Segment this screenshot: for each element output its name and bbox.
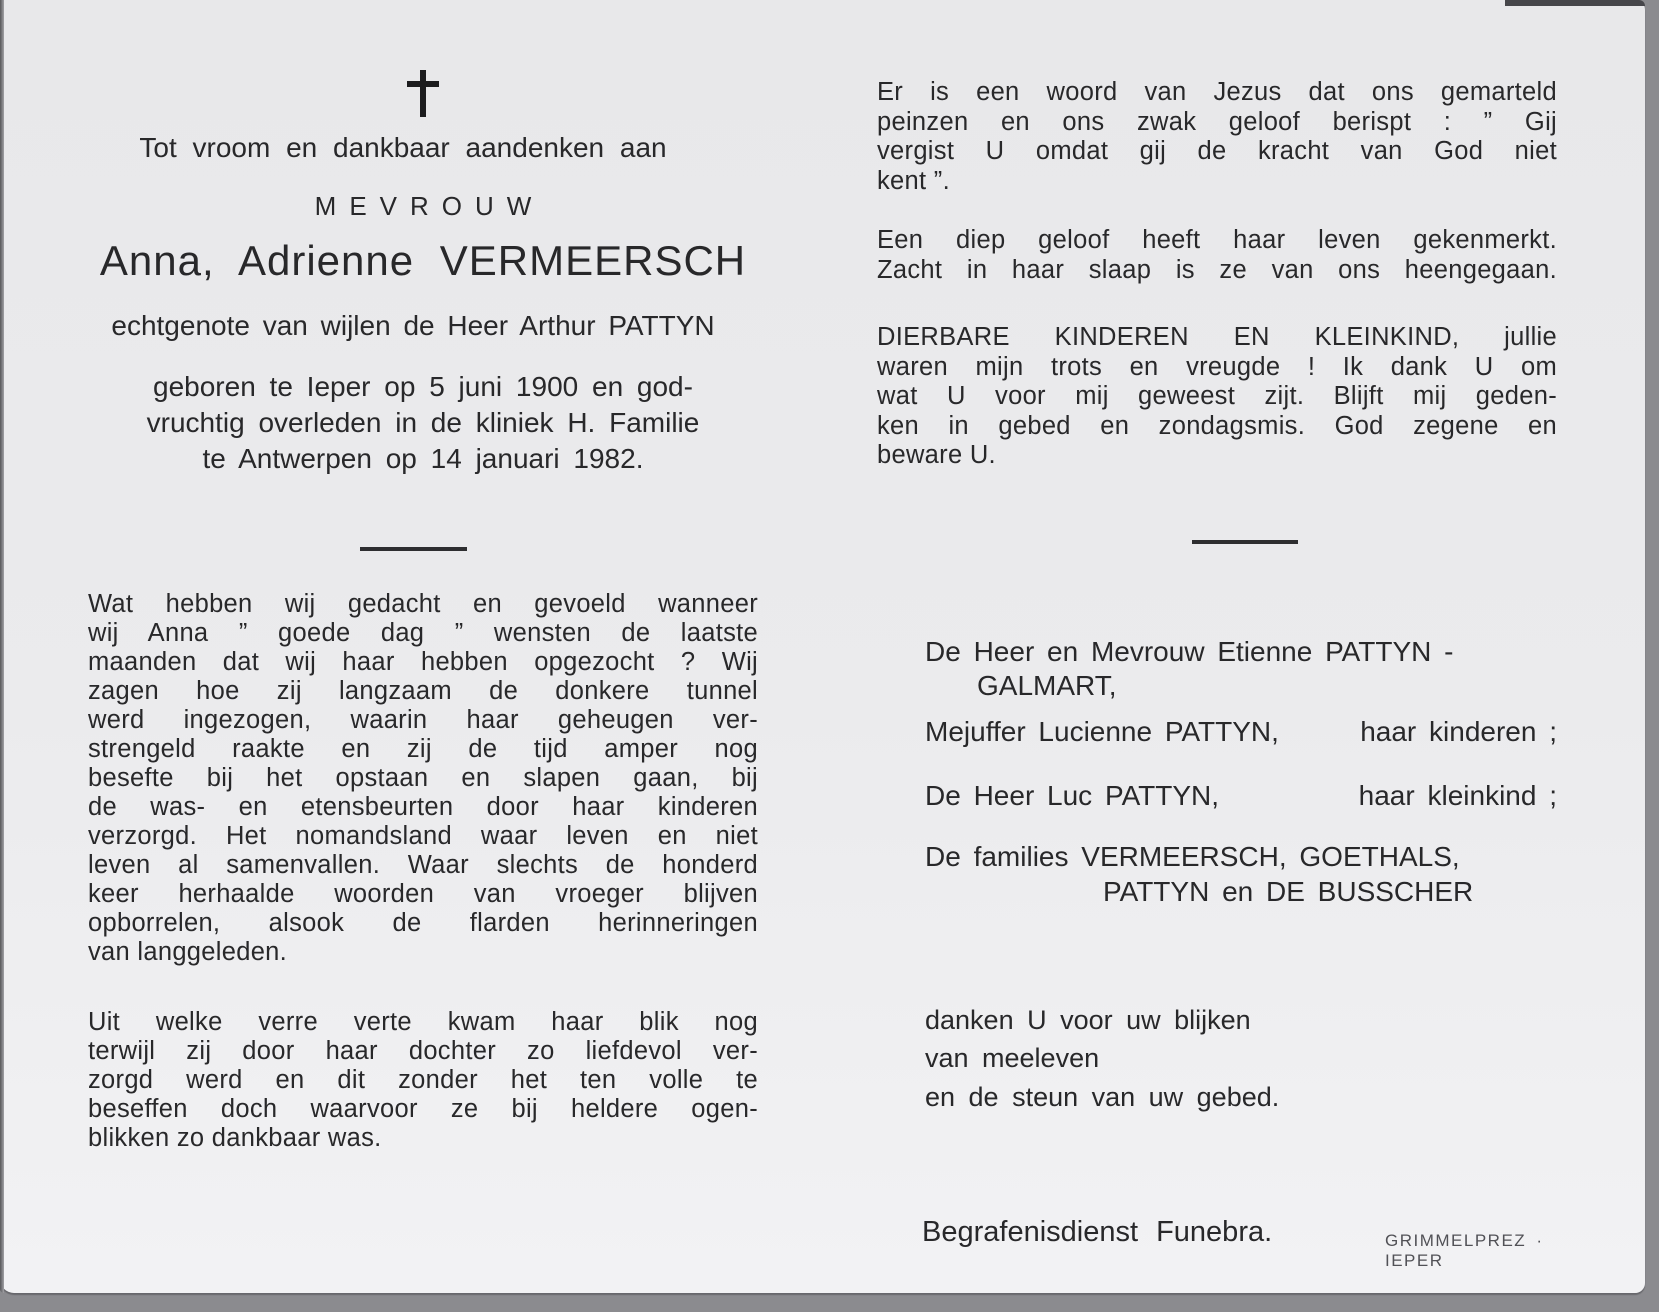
memorial-paragraph-2: [88, 1008, 758, 1153]
text-line: zorgd werd en dit zonder het ten volle te: [88, 1066, 758, 1094]
text-line: besefte bij het opstaan en slapen gaan, bij: [88, 764, 758, 792]
cross-horizontal-bar: [407, 81, 439, 87]
text-line: Er is een woord van Jezus dat ons gemarteld: [877, 78, 1557, 106]
intro-line: Tot vroom en dankbaar aandenken aan: [139, 132, 667, 163]
text-line: maanden dat wij haar hebben opgezocht ? Wij: [88, 648, 758, 676]
text-line: Zacht in haar slaap is ze van ons heengegaan.: [877, 255, 1557, 284]
text-line: wij Anna ” goede dag ” wensten de laatste: [88, 619, 758, 647]
text-line: de was- en etensbeurten door haar kinderen: [88, 793, 758, 821]
divider-rule: [360, 547, 467, 551]
text-line: werd ingezogen, waarin haar geheugen ver-: [88, 706, 758, 734]
family-member-line: De Heer en Mevrouw Etienne PATTYN -: [925, 636, 1454, 667]
born-died-block: [88, 369, 758, 477]
thanks-line: van meeleven: [925, 1043, 1100, 1073]
text-line: DIERBARE KINDEREN EN KLEINKIND, jullie: [877, 323, 1557, 351]
text-line: terwijl zij door haar dochter zo liefdevol ver-: [88, 1037, 758, 1065]
text-line: keer herhaalde woorden van vroeger blijven: [88, 880, 758, 908]
memorial-paragraph-1: [88, 590, 758, 967]
printer-credit: GRIMMELPREZ · IEPER: [1385, 1231, 1544, 1270]
text-line: vergist U omdat gij de kracht van God niet: [877, 137, 1557, 165]
scripture-paragraph: [877, 78, 1557, 196]
text-line: beseffen doch waarvoor ze bij heldere ogen-: [88, 1095, 758, 1123]
divider-rule: [1192, 540, 1298, 544]
funeral-service-credit: Begrafenisdienst Funebra.: [922, 1216, 1273, 1248]
text-line: peinzen en ons zwak geloof berispt : ” Gij: [877, 107, 1557, 136]
born-died-line: vruchtig overleden in de kliniek H. Familie: [146, 407, 700, 438]
family-relation-label: haar kleinkind ;: [1358, 780, 1557, 811]
right-page: [877, 0, 1557, 1293]
text-line: ken in gebed en zondagsmis. God zegene en: [877, 411, 1557, 440]
text-line: beware U.: [877, 441, 996, 469]
thanks-line: danken U voor uw blijken: [925, 1005, 1251, 1035]
family-member-name: Mejuffer Lucienne PATTYN,: [925, 716, 1279, 747]
thanks-line: en de steun van uw gebed.: [925, 1082, 1280, 1112]
salutation: MEVROUW: [314, 191, 545, 221]
text-line: zagen hoe zij langzaam de donkere tunnel: [88, 677, 758, 705]
family-member-line: De families VERMEERSCH, GOETHALS,: [925, 841, 1460, 872]
cross-vertical-bar: [420, 70, 426, 117]
text-line: Uit welke verre verte kwam haar blik nog: [88, 1008, 758, 1036]
text-line: blikken zo dankbaar was.: [88, 1124, 382, 1152]
born-died-line: te Antwerpen op 14 januari 1982.: [202, 443, 644, 474]
spouse-line: echtgenote van wijlen de Heer Arthur PATTYN: [111, 310, 715, 341]
left-page: [88, 0, 758, 1293]
text-line: kent ”.: [877, 166, 950, 195]
text-line: verzorgd. Het nomandsland waar leven en niet: [88, 822, 758, 850]
card-left-edge: [0, 0, 4, 1293]
faith-paragraph: [877, 226, 1557, 285]
family-member-name: De Heer Luc PATTYN,: [925, 780, 1220, 811]
farewell-paragraph: [877, 323, 1557, 471]
text-line: strengeld raakte en zij de tijd amper nog: [88, 735, 758, 763]
text-line: wat U voor mij geweest zijt. Blijft mij geden-: [877, 382, 1557, 410]
deceased-name: Anna, Adrienne VERMEERSCH: [99, 237, 747, 284]
text-line: waren mijn trots en vreugde ! Ik dank U om: [877, 352, 1557, 381]
text-line: Wat hebben wij gedacht en gevoeld wanneer: [88, 590, 758, 618]
family-member-row: [925, 780, 1557, 812]
text-line: van langgeleden.: [88, 938, 288, 966]
cross-icon: [88, 70, 758, 120]
text-line: leven al samenvallen. Waar slechts de honderd: [88, 851, 758, 879]
family-relation-label: haar kinderen ;: [1360, 716, 1557, 747]
family-member-line: GALMART,: [977, 670, 1117, 701]
text-line: opborrelen, alsook de flarden herinneringen: [88, 909, 758, 937]
born-died-line: geboren te Ieper op 5 juni 1900 en god-: [153, 371, 693, 402]
family-member-line: PATTYN en DE BUSSCHER: [1103, 876, 1474, 907]
family-member-row: [925, 716, 1557, 748]
text-line: Een diep geloof heeft haar leven gekenmerkt.: [877, 226, 1557, 254]
